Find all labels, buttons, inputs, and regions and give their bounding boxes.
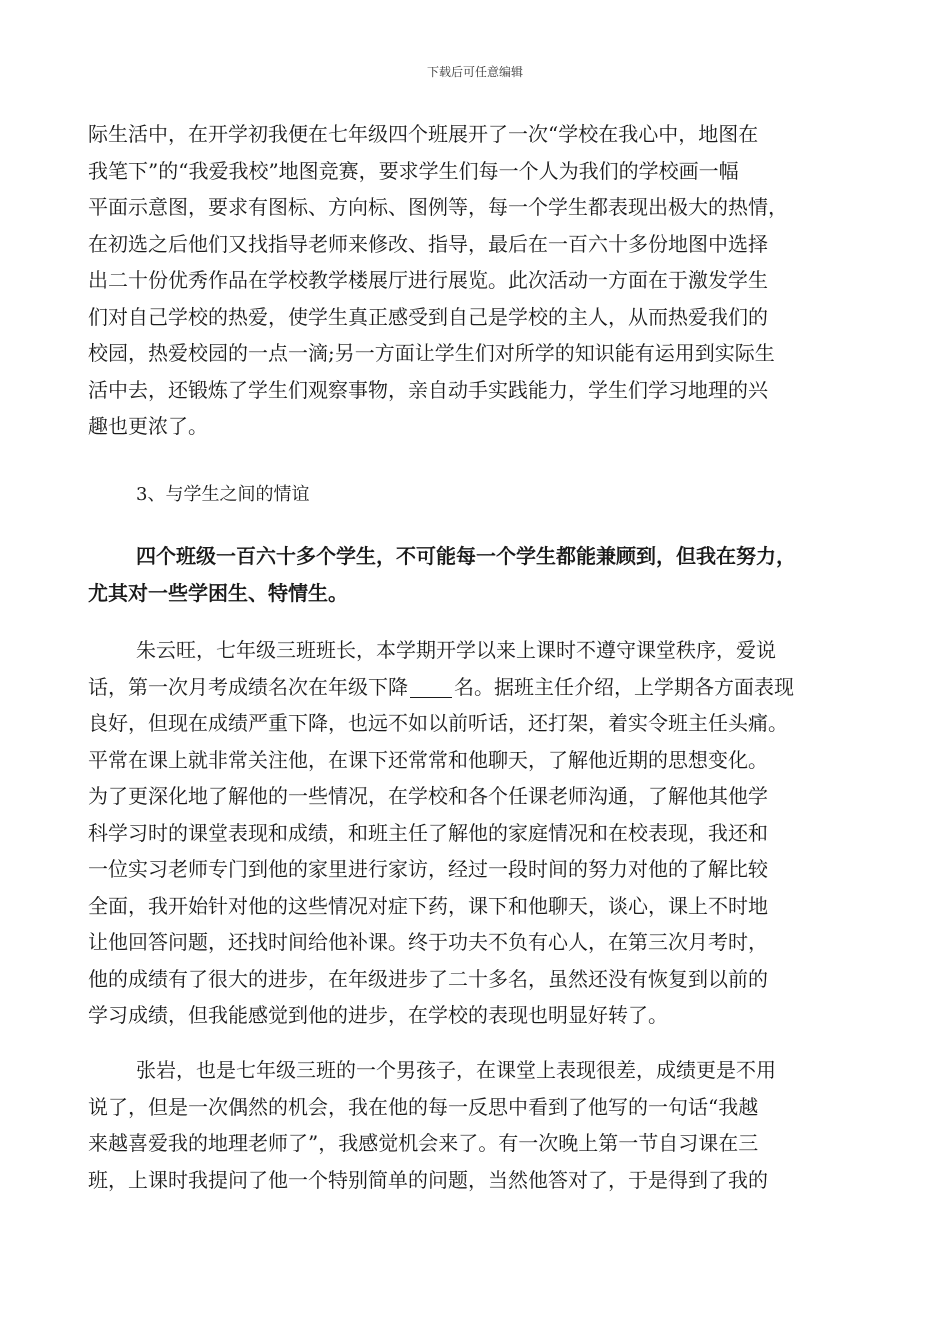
text-line: 学习成绩，但我能感觉到他的进步，在学校的表现也明显好转了。 xyxy=(88,1003,668,1027)
text-line: 他的成绩有了很大的进步，在年级进步了二十多名，虽然还没有恢复到以前的 xyxy=(88,966,768,991)
text-line: 校园，热爱校园的一点一滴;另一方面让学生们对所学的知识能有运用到实际生 xyxy=(88,341,775,365)
section-heading xyxy=(136,477,868,514)
text-line: 良好，但现在成绩严重下降，也远不如以前听话，还打架，着实令班主任头痛。 xyxy=(88,711,788,735)
text-line: 全面，我开始针对他的这些情况对症下药，课下和他聊天，谈心，课上不时地 xyxy=(88,893,768,918)
text-line: 朱云旺，七年级三班班长，本学期开学以来上课时不遵守课堂秩序，爱说 xyxy=(136,638,776,662)
section-heading-text: 3、与学生之间的情谊 xyxy=(136,484,310,505)
text-line: 尤其对一些学困生、特情生。 xyxy=(88,580,348,605)
text-fragment: 名。据班主任介绍，上学期各方面表现 xyxy=(454,674,794,699)
fill-blank xyxy=(410,679,452,698)
text-line: 为了更深化地了解他的一些情况，在学校和各个任课老师沟通，了解他其他学 xyxy=(88,784,768,808)
text-line: 活中去，还锻炼了学生们观察事物，亲自动手实践能力，学生们学习地理的兴 xyxy=(88,377,768,402)
text-line-with-blank xyxy=(88,669,868,706)
text-line: 我笔下”的“我爱我校”地图竞赛，要求学生们每一个人为我们的学校画一幅 xyxy=(88,158,739,183)
paragraph-zhu-yunwang xyxy=(88,632,868,1034)
paragraph-zhang-yan xyxy=(88,1052,868,1198)
text-fragment: 话，第一次月考成绩名次在年级下降 xyxy=(88,674,408,699)
text-line: 们对自己学校的热爱，使学生真正感受到自己是学校的主人，从而热爱我们的 xyxy=(88,304,768,329)
page-header: 下载后可任意编辑 xyxy=(426,65,523,79)
text-line: 科学习时的课堂表现和成绩，和班主任了解他的家庭情况和在校表现，我还和 xyxy=(88,820,768,845)
text-line: 说了，但是一次偶然的机会，我在他的每一反思中看到了他写的一句话“我越 xyxy=(88,1094,759,1119)
text-line: 际生活中，在开学初我便在七年级四个班展开了一次“学校在我心中，地图在 xyxy=(88,122,759,146)
text-line: 出二十份优秀作品在学校教学楼展厅进行展览。此次活动一方面在于激发学生 xyxy=(88,268,768,292)
text-line: 让他回答问题，还找时间给他补课。终于功夫不负有心人，在第三次月考时， xyxy=(88,930,768,954)
text-line: 班，上课时我提问了他一个特别简单的问题，当然他答对了，于是得到了我的 xyxy=(88,1167,768,1192)
text-line: 平常在课上就非常关注他，在课下还常常和他聊天，了解他近期的思想变化。 xyxy=(88,747,768,772)
text-line: 四个班级一百六十多个学生，不可能每一个学生都能兼顾到，但我在努力， xyxy=(136,544,796,568)
bold-paragraph xyxy=(88,538,868,611)
text-line: 一位实习老师专门到他的家里进行家访，经过一段时间的努力对他的了解比较 xyxy=(88,857,768,881)
text-line: 在初选之后他们又找指导老师来修改、指导，最后在一百六十多份地图中选择 xyxy=(88,231,768,256)
paragraph-continuation xyxy=(88,116,868,445)
text-line: 趣也更浓了。 xyxy=(88,414,208,438)
text-line: 平面示意图，要求有图标、方向标、图例等，每一个学生都表现出极大的热情， xyxy=(88,195,788,219)
text-line: 来越喜爱我的地理老师了”，我感觉机会来了。有一次晚上第一节自习课在三 xyxy=(88,1131,759,1155)
text-line: 张岩，也是七年级三班的一个男孩子，在课堂上表现很差，成绩更是不用 xyxy=(136,1058,776,1082)
